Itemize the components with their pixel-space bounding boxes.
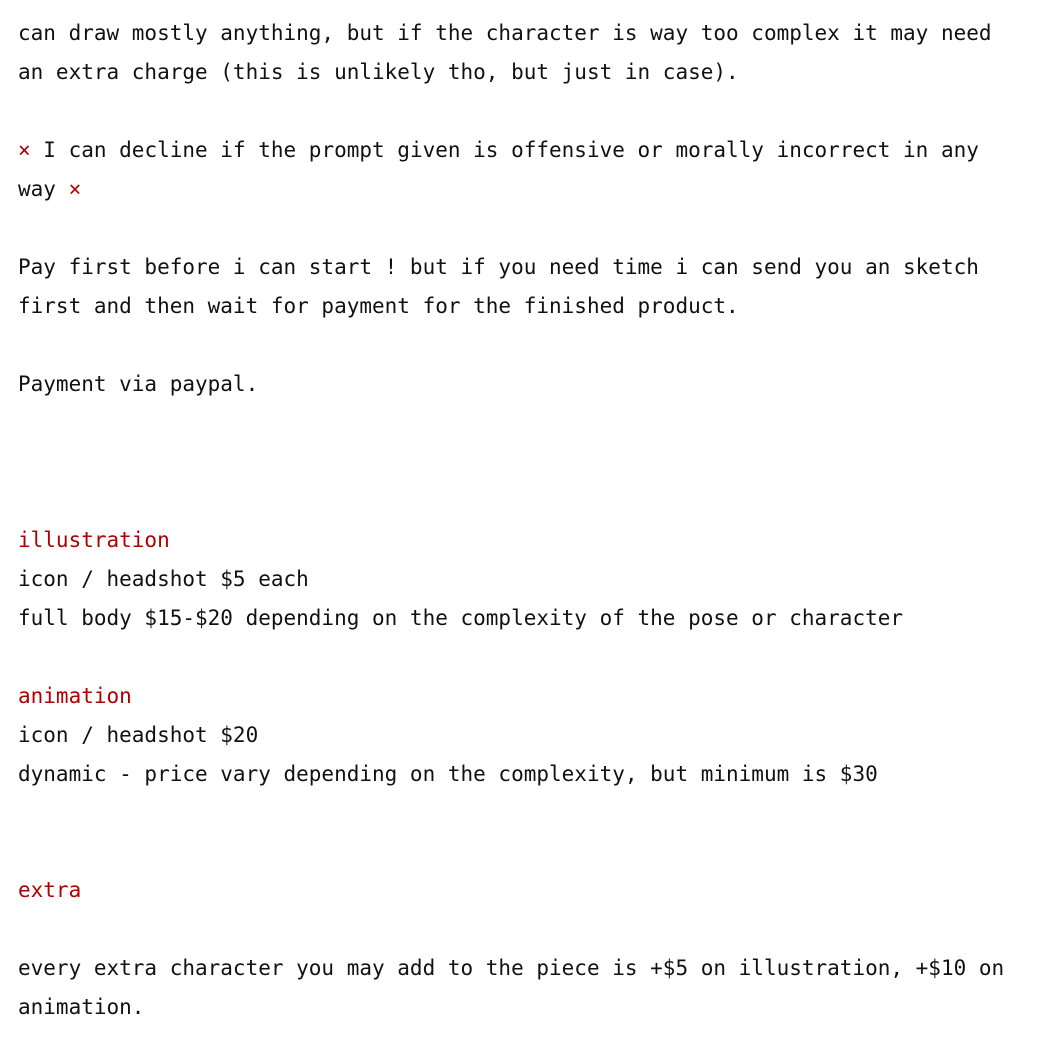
intro-line-1: can draw mostly anything, but if the character is way too complex it may need (18, 21, 992, 45)
payment-method: Payment via paypal. (18, 372, 259, 396)
decline-line-2 (18, 170, 81, 209)
decline-text-2: way (18, 177, 69, 201)
animation-price-item: icon / headshot $20 (18, 723, 259, 747)
illustration-price-item: full body $15-$20 depending on the complexity of the pose or character (18, 606, 904, 630)
animation-heading: animation (18, 684, 132, 708)
payment-terms-line-1: Pay first before i can start ! but if you need time i can send you an sketch (18, 255, 979, 279)
intro-line-2: an extra charge (this is unlikely tho, but just in case). (18, 60, 739, 84)
cross-mark-icon: × (68, 177, 82, 201)
decline-text-1: I can decline if the prompt given is offensive or morally incorrect in any (30, 138, 979, 162)
extra-heading: extra (18, 878, 82, 902)
extra-line-2: animation. (18, 995, 145, 1019)
cross-mark-icon: × (18, 138, 31, 162)
illustration-heading: illustration (18, 528, 170, 552)
illustration-price-item: icon / headshot $5 each (18, 567, 309, 591)
payment-terms-line-2: first and then wait for payment for the finished product. (18, 294, 739, 318)
decline-line-1 (18, 131, 979, 170)
extra-line-1: every extra character you may add to the piece is +$5 on illustration, +$10 on (18, 956, 1005, 980)
animation-price-item: dynamic - price vary depending on the complexity, but minimum is $30 (18, 762, 878, 786)
